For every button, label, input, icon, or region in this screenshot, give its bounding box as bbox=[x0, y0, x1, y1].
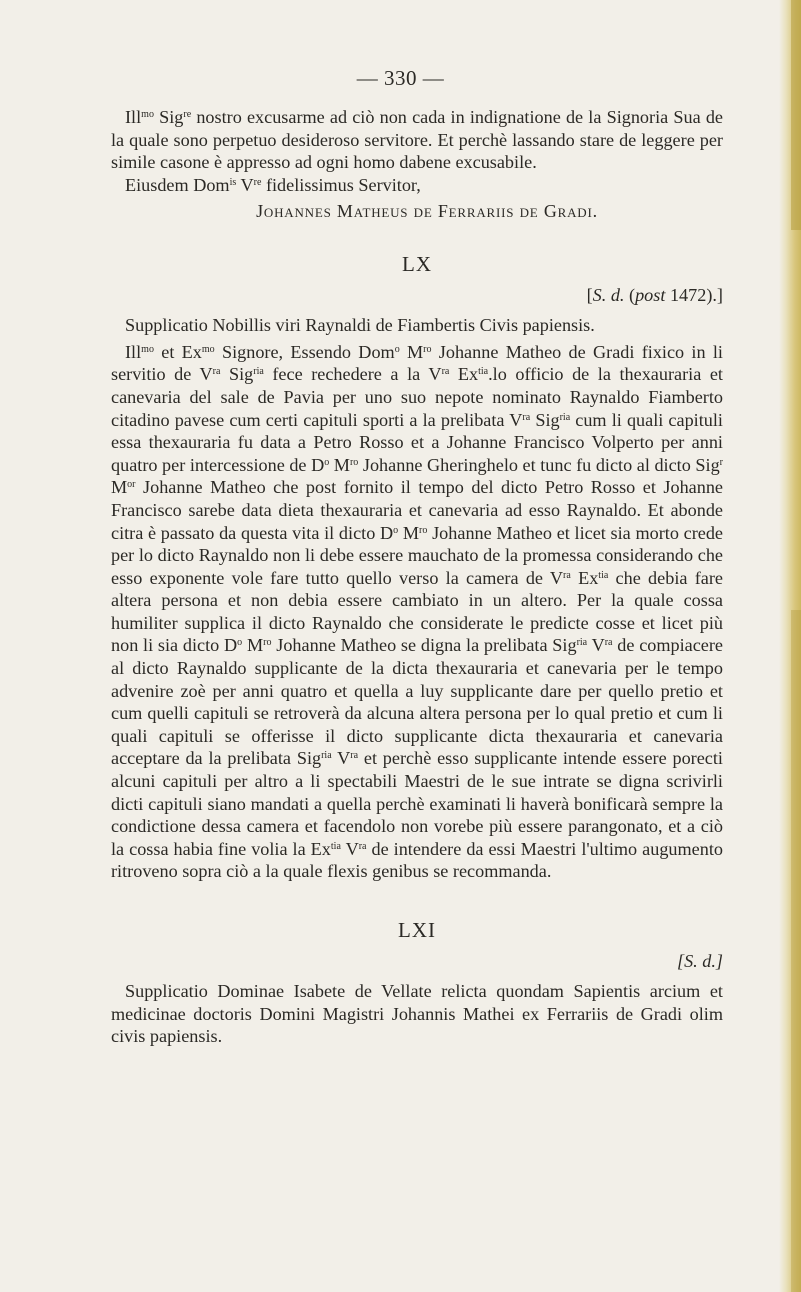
abbreviation-superscript: ro bbox=[419, 524, 428, 536]
text-run: Signore, Essendo Dom bbox=[214, 341, 395, 362]
text-run: cum li quali capituli essa thexauraria fu data a Petro Rosso et a Johanne Francisco Volperto per anni quatro per intercessione de D bbox=[111, 409, 723, 475]
document-number-lx: LX bbox=[402, 251, 432, 276]
text-run: M bbox=[398, 522, 420, 543]
page-number: — 330 — bbox=[356, 66, 445, 90]
abbreviation-superscript: ra bbox=[522, 411, 531, 423]
text-run: Johanne Matheo se digna la prelibata Sig bbox=[271, 635, 577, 656]
abbreviation-superscript: o bbox=[393, 524, 399, 536]
abbreviation-superscript: ria bbox=[321, 750, 332, 762]
abbreviation-superscript: tia bbox=[478, 366, 489, 378]
text-run: Johanne Gheringhelo et tunc fu dicto al dicto Sig bbox=[358, 454, 720, 475]
abbreviation-superscript: r bbox=[719, 456, 724, 468]
text-run: M bbox=[111, 477, 128, 498]
text-run: V bbox=[340, 838, 359, 859]
abbreviation-superscript: tia bbox=[598, 569, 609, 581]
text-run: M bbox=[242, 635, 264, 656]
abbreviation-superscript: o bbox=[324, 456, 330, 468]
text-run: et Ex bbox=[153, 341, 202, 362]
abbreviation-superscript: mo bbox=[141, 343, 154, 355]
abbreviation-superscript: ra bbox=[563, 569, 571, 581]
text-run: Johanne Matheo et licet sia morto crede per lo dicto Raynaldo non li debe essere mauchato de la promessa considerando che esso exponente vole fare tutto quello verso la camera de V bbox=[111, 522, 723, 588]
text-run: Johanne Matheo che post fornito il tempo del dicto Petro Rosso et Johanne Francisco sarebe data dieta thexauraria et canevaria ad esso Raynaldo. Et abonde citra è passato da questa vita il dicto D bbox=[111, 477, 723, 543]
body-text-lx bbox=[111, 341, 723, 883]
abbreviation-superscript: ria bbox=[576, 637, 588, 649]
text-run: de compiacere al dicto Raynaldo supplicante de la dicta thexauraria et canevaria per le tempo advenire zoè per anni quatro et quella a luy supplicante dare per quello pretio et cum quelli capituli se retroverà da alcuna altera persona per lo qual pretio et cum li quali capituli se offerisse il dicto supplicante dicta thexauraria et canevaria acceptare da la prelibata Sig bbox=[111, 635, 723, 769]
abbreviation-superscript: ria bbox=[559, 411, 571, 423]
document-number-lxi: LXI bbox=[398, 918, 436, 942]
dateline-lx: [S. d. (post 1472).] bbox=[586, 284, 723, 305]
author-signature: Johannes Matheus de Ferrariis de Gradi. bbox=[256, 201, 598, 222]
opening-paragraph: Ill$^{mo}$ Sig$^{re}$ nostro excusarme ad ciò non cada in indignatione de la Signoria Sua de la quale sono perpetuo desideroso servitore. Et perchè lassando stare de leggere per simile casone è appresso ad ogni homo dabene excusabile. bbox=[111, 107, 723, 173]
text-run: fece rechedere a la V bbox=[263, 364, 442, 385]
page-edge-shadow bbox=[791, 0, 801, 230]
abbreviation-superscript: ra bbox=[604, 637, 613, 649]
abbreviation-superscript: ria bbox=[253, 366, 264, 378]
text-run: M bbox=[329, 454, 350, 475]
page-edge-shadow-lower bbox=[791, 610, 801, 1292]
abbreviation-superscript: mo bbox=[201, 343, 215, 355]
abbreviation-superscript: or bbox=[127, 479, 136, 491]
abbreviation-superscript: ro bbox=[423, 343, 432, 355]
text-run: Ill bbox=[125, 341, 142, 362]
text-run: V bbox=[331, 748, 351, 769]
abbreviation-superscript: ra bbox=[350, 750, 359, 762]
document-body bbox=[111, 106, 723, 1048]
text-run: V bbox=[587, 635, 605, 656]
text-run: Sig bbox=[220, 364, 254, 385]
text-run: M bbox=[399, 341, 424, 362]
heading-lxi: Supplicatio Dominae Isabete de Vellate relicta quondam Sapientis arcium et medicinae doctoris Domini Magistri Johannis Mathei ex Ferrariis de Gradi olim civis papiensis. bbox=[111, 981, 723, 1047]
abbreviation-superscript: ro bbox=[263, 637, 272, 649]
text-run: Sig bbox=[530, 409, 560, 430]
dateline-lxi: [S. d.] bbox=[677, 950, 723, 971]
text-run: Johanne Matheo de Gradi fixico in li servitio de V bbox=[111, 341, 723, 385]
text-run: et perchè esso supplicante intende essere porecti alcuni capituli per altro a li spectabili Maestri de le sue intrate se digna scrivirli dicti capituli siano mandati a quella perchè examinati li haverà bonificarà sempre la condictione dessa camera et facendolo non vorebe più essere parangonato, et a ciò la cossa habia fine volia la Ex bbox=[111, 748, 723, 859]
heading-lx: Supplicatio Nobillis viri Raynaldi de Fiambertis Civis papiensis. bbox=[125, 315, 595, 336]
abbreviation-superscript: ra bbox=[441, 366, 450, 378]
text-run: che debia fare altera persona et non debia essere cambiato in un altero. Per la quale cossa humiliter supplica il dicto Raynaldo che considerate le predicte cosse et licet più non li sia dicto D bbox=[111, 567, 723, 656]
text-run: Ex bbox=[449, 364, 479, 385]
abbreviation-superscript: ra bbox=[212, 366, 221, 378]
abbreviation-superscript: o bbox=[237, 637, 243, 649]
abbreviation-superscript: ra bbox=[358, 840, 367, 852]
text-run: .lo officio de la thexauraria et canevaria del sale de Pavia per uno suo nepote nominato Raynaldo Fiamberto citadino pavese cum certi capituli sporti a la prelibata V bbox=[111, 364, 723, 430]
abbreviation-superscript: o bbox=[394, 343, 400, 355]
text-run: Ex bbox=[570, 567, 599, 588]
abbreviation-superscript: tia bbox=[330, 840, 341, 852]
signoff-line: Eiusdem Dom$^{is}$ Vre fidelissimus Servitor, bbox=[125, 174, 421, 195]
abbreviation-superscript: ro bbox=[349, 456, 359, 468]
text-run: de intendere da essi Maestri l'ultimo augumento ritroveno sopra ciò a la quale flexis genibus se recommanda. bbox=[111, 838, 723, 882]
